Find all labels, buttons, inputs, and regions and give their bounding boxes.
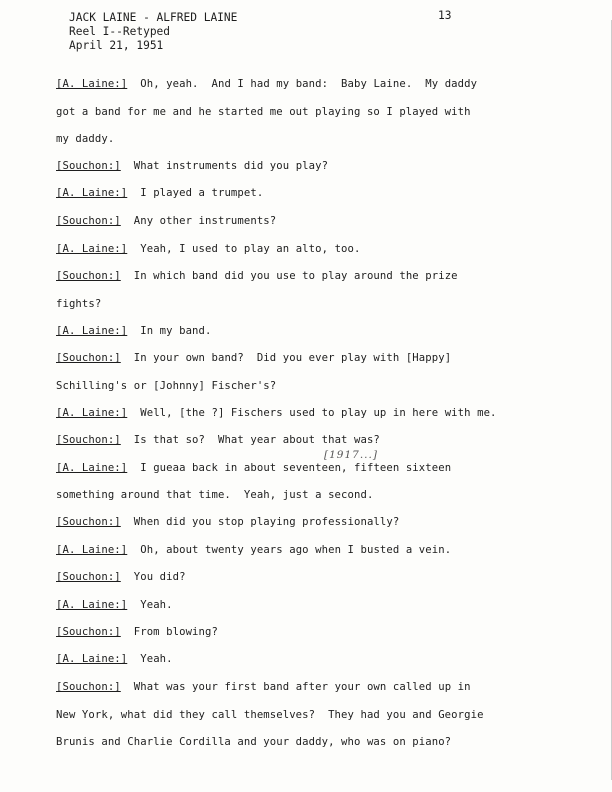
- transcript-line: [56, 215, 276, 227]
- line-text: something around that time. Yeah, just a second.: [56, 489, 374, 501]
- speaker-label: [A. Laine:]: [56, 544, 128, 556]
- transcript-line: [56, 352, 451, 364]
- line-text: Well, [the ?] Fischers used to play up in here with me.: [140, 407, 497, 419]
- page-number: 13: [438, 9, 452, 22]
- transcript-line: [56, 489, 373, 501]
- line-text: From blowing?: [133, 626, 218, 638]
- line-text: Is that so? What year about that was?: [133, 434, 380, 446]
- line-text: Yeah.: [140, 599, 173, 611]
- transcript-line: [56, 736, 451, 748]
- line-text: What was your first band after your own called up in: [133, 681, 471, 693]
- transcript-line: [56, 187, 263, 199]
- header-reel: Reel I--Retyped: [69, 25, 171, 38]
- speaker-label: [A. Laine:]: [56, 407, 128, 419]
- transcript-line: [56, 653, 173, 665]
- speaker-label: [Souchon:]: [56, 352, 121, 364]
- line-text: Schilling's or [Johnny] Fischer's?: [56, 380, 277, 392]
- speaker-label: [Souchon:]: [56, 434, 121, 446]
- speaker-label: [Souchon:]: [56, 215, 121, 227]
- speaker-label: [Souchon:]: [56, 516, 121, 528]
- line-text: In my band.: [140, 325, 212, 337]
- line-text: I gueaa back in about seventeen, fifteen sixteen: [140, 462, 452, 474]
- speaker-label: [Souchon:]: [56, 270, 121, 282]
- line-text: In which band did you use to play around the prize: [133, 270, 458, 282]
- transcript-line: [56, 243, 361, 255]
- transcript-line: [56, 544, 451, 556]
- speaker-label: [A. Laine:]: [56, 243, 128, 255]
- line-text: I played a trumpet.: [140, 187, 264, 199]
- transcript-line: [56, 78, 477, 90]
- line-text: Brunis and Charlie Cordilla and your daddy, who was on piano?: [56, 736, 452, 748]
- speaker-label: [Souchon:]: [56, 626, 121, 638]
- transcript-line: [56, 434, 380, 446]
- line-text: fights?: [56, 298, 102, 310]
- transcript-line: [56, 462, 451, 474]
- line-text: Any other instruments?: [133, 215, 277, 227]
- transcript-line: [56, 407, 497, 419]
- speaker-label: [A. Laine:]: [56, 78, 128, 90]
- transcript-line: [56, 270, 458, 282]
- line-text: Yeah, I used to play an alto, too.: [140, 243, 361, 255]
- handwritten-annotation: [1917...]: [324, 449, 378, 461]
- transcript-line: [56, 133, 114, 145]
- speaker-label: [A. Laine:]: [56, 599, 128, 611]
- header-title: JACK LAINE - ALFRED LAINE: [69, 11, 238, 24]
- speaker-label: [A. Laine:]: [56, 653, 128, 665]
- transcript-line: [56, 599, 173, 611]
- transcript-line: [56, 626, 218, 638]
- transcript-line: [56, 709, 484, 721]
- line-text: Oh, about twenty years ago when I busted a vein.: [140, 544, 452, 556]
- speaker-label: [A. Laine:]: [56, 187, 128, 199]
- line-text: my daddy.: [56, 133, 115, 145]
- line-text: New York, what did they call themselves? They had you and Georgie: [56, 709, 484, 721]
- line-text: You did?: [133, 571, 186, 583]
- line-text: When did you stop playing professionally?: [133, 516, 400, 528]
- speaker-label: [A. Laine:]: [56, 462, 128, 474]
- speaker-label: [Souchon:]: [56, 571, 121, 583]
- line-text: What instruments did you play?: [133, 160, 329, 172]
- header-date: April 21, 1951: [69, 39, 164, 52]
- transcript-line: [56, 160, 328, 172]
- transcript-line: [56, 106, 471, 118]
- transcript-line: [56, 380, 276, 392]
- transcript-line: [56, 298, 101, 310]
- transcript-line: [56, 681, 471, 693]
- transcript-line: [56, 325, 212, 337]
- line-text: got a band for me and he started me out playing so I played with: [56, 106, 471, 118]
- speaker-label: [A. Laine:]: [56, 325, 128, 337]
- speaker-label: [Souchon:]: [56, 160, 121, 172]
- line-text: In your own band? Did you ever play with [Happy]: [133, 352, 452, 364]
- transcript-line: [56, 571, 186, 583]
- line-text: Oh, yeah. And I had my band: Baby Laine. My daddy: [140, 78, 478, 90]
- transcript-line: [56, 516, 399, 528]
- speaker-label: [Souchon:]: [56, 681, 121, 693]
- line-text: Yeah.: [140, 653, 173, 665]
